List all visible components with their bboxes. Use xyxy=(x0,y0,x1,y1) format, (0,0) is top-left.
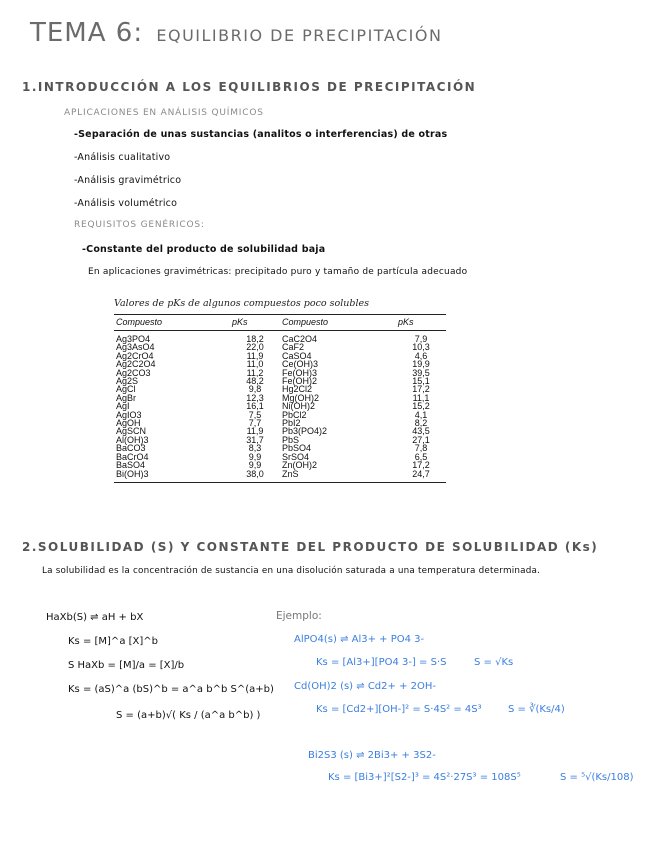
pks-cell: 17,2 xyxy=(412,384,430,395)
pks-cell: 8,3 xyxy=(248,443,262,454)
application-item: -Análisis cualitativo xyxy=(74,152,171,163)
compound-cell: Ag2S xyxy=(116,376,139,387)
example-reaction: AlPO4(s) ⇌ Al3+ + PO4 3- xyxy=(294,634,425,645)
pks-cell: 11,9 xyxy=(246,350,264,361)
compound-cell: PbCl2 xyxy=(281,409,307,420)
requirement-item: En aplicaciones gravimétricas: precipitado puro y tamaño de partícula adecuado xyxy=(88,267,468,277)
compound-cell: Ag3PO4 xyxy=(116,334,151,344)
col-compuesto: Compuesto xyxy=(114,315,230,331)
pks-cell: 4,6 xyxy=(414,350,428,361)
compound-cell: PbI2 xyxy=(281,418,301,429)
compound-cell: ZnS xyxy=(280,470,396,483)
compound-cell: PbS xyxy=(281,434,299,445)
application-item: -Separación de unas sustancias (analitos o interferencias) de otras xyxy=(74,129,448,140)
table-row xyxy=(114,394,446,402)
example-ks: Ks = [Bi3+]²[S2-]³ = 4S²·27S³ = 108S⁵ xyxy=(328,772,521,783)
compound-cell: CaSO4 xyxy=(281,350,312,361)
pks-cell: 7,7 xyxy=(248,418,262,429)
applications-heading: APLICACIONES EN ANÁLISIS QUÍMICOS xyxy=(64,108,264,118)
pks-cell: 7,9 xyxy=(414,334,428,344)
pks-cell: 19,9 xyxy=(412,359,430,370)
application-item: -Análisis volumétrico xyxy=(74,198,178,209)
pks-cell: 8,2 xyxy=(414,418,428,429)
pks-cell: 43,5 xyxy=(412,426,430,437)
page-title xyxy=(30,18,442,48)
solubility-formula: S = (a+b)√( Ks / (a^a b^b) ) xyxy=(116,710,261,721)
compound-cell: Bi(OH)3 xyxy=(114,470,230,483)
pks-cell: 11,2 xyxy=(246,367,264,378)
table-row xyxy=(114,427,446,435)
table-row xyxy=(114,411,446,419)
compound-cell: AgCl xyxy=(116,384,136,395)
section1-heading: 1.INTRODUCCIÓN A LOS EQUILIBRIOS DE PRECIPITACIÓN xyxy=(22,80,477,94)
pks-cell: 7,8 xyxy=(414,443,428,454)
pks-cell: 11,9 xyxy=(246,426,264,437)
table-row xyxy=(114,343,446,351)
pks-cell: 12,3 xyxy=(246,392,264,403)
compound-cell: Ag2C2O4 xyxy=(116,359,156,370)
requirement-item: -Constante del producto de solubilidad baja xyxy=(82,244,326,255)
example-ks: Ks = [Al3+][PO4 3-] = S·S xyxy=(316,657,447,668)
compound-cell: BaCrO4 xyxy=(116,451,149,462)
general-equilibrium: HaXb(S) ⇌ aH + bX xyxy=(46,612,144,623)
pks-cell: 11,0 xyxy=(246,359,264,370)
compound-cell: Ag2CrO4 xyxy=(116,350,154,361)
compound-cell: Mg(OH)2 xyxy=(281,392,319,403)
table-row xyxy=(114,453,446,461)
compound-cell: BaSO4 xyxy=(116,460,146,471)
pks-table xyxy=(114,298,446,483)
pks-cell: 48,2 xyxy=(246,376,264,387)
compound-cell: SrSO4 xyxy=(281,451,309,462)
pks-cell: 16,1 xyxy=(246,401,264,412)
table-row xyxy=(114,419,446,427)
compound-cell: AgI xyxy=(116,401,130,412)
pks-cell: 38,0 xyxy=(230,470,280,483)
pks-cell: 31,7 xyxy=(246,434,264,445)
compound-cell: Pb3(PO4)2 xyxy=(281,426,328,437)
example-reaction: Bi2S3 (s) ⇌ 2Bi3+ + 3S2- xyxy=(308,750,436,761)
pks-cell: 10,3 xyxy=(412,342,430,353)
pks-cell: 22,0 xyxy=(246,342,264,353)
pks-cell: 11,1 xyxy=(412,392,430,403)
ks-in-terms-of-s: Ks = (aS)^a (bS)^b = a^a b^b S^(a+b) xyxy=(68,684,274,695)
compound-cell: Fe(OH)3 xyxy=(281,367,317,378)
solubility-definition: La solubilidad es la concentración de sustancia en una disolución saturada a una temperatura determinada. xyxy=(42,566,541,576)
compound-cell: AgSCN xyxy=(116,426,147,437)
col-compuesto: Compuesto xyxy=(280,315,396,331)
table-row xyxy=(114,331,446,344)
pks-cell: 9,9 xyxy=(248,460,262,471)
compound-cell: Ce(OH)3 xyxy=(281,359,318,370)
table-row xyxy=(114,377,446,385)
compound-cell: CaF2 xyxy=(281,342,304,353)
compound-cell: Zn(OH)2 xyxy=(281,460,317,471)
table-row xyxy=(114,385,446,393)
ks-expression: Ks = [M]^a [X]^b xyxy=(68,636,158,647)
pks-cell: 15,1 xyxy=(412,376,430,387)
col-pks: pKs xyxy=(230,315,280,331)
pks-cell: 9,9 xyxy=(248,451,262,462)
compound-cell: CaC2O4 xyxy=(281,334,317,344)
table-row xyxy=(114,360,446,368)
title-main: TEMA 6 xyxy=(30,18,134,48)
example-solubility: S = √Ks xyxy=(474,657,514,668)
compound-cell: Ag2CO3 xyxy=(116,367,151,378)
pks-cell: 27,1 xyxy=(412,434,430,445)
title-subtitle: EQUILIBRIO DE PRECIPITACIÓN xyxy=(156,26,443,45)
pks-cell: 9,8 xyxy=(248,384,262,395)
compound-cell: BaCO3 xyxy=(116,443,146,454)
example-ks: Ks = [Cd2+][OH-]² = S·4S² = 4S³ xyxy=(316,704,482,715)
example-solubility: S = ⁵√(Ks/108) xyxy=(560,772,634,783)
section2-heading: 2.SOLUBILIDAD (S) Y CONSTANTE DEL PRODUCTO DE SOLUBILIDAD (Ks) xyxy=(22,540,599,554)
table-header-row xyxy=(114,315,446,331)
compound-cell: Hg2Cl2 xyxy=(281,384,312,395)
pks-cell: 24,7 xyxy=(396,470,446,483)
pks-cell: 7,5 xyxy=(248,409,262,420)
compound-cell: Fe(OH)2 xyxy=(281,376,317,387)
compound-cell: PbSO4 xyxy=(281,443,312,454)
compound-cell: AgOH xyxy=(116,418,141,429)
title-sep: : xyxy=(133,18,144,48)
application-item: -Análisis gravimétrico xyxy=(74,175,182,186)
pks-cell: 18,2 xyxy=(246,334,264,344)
example-label: Ejemplo: xyxy=(276,610,322,622)
solubility-expression: S HaXb = [M]/a = [X]/b xyxy=(68,660,185,671)
pks-cell: 4,1 xyxy=(414,409,428,420)
pks-cell: 17,2 xyxy=(412,460,430,471)
table-row xyxy=(114,352,446,360)
compound-cell: AgIO3 xyxy=(116,409,142,420)
table-row xyxy=(114,470,446,483)
table-row xyxy=(114,444,446,452)
compound-cell: AgBr xyxy=(116,392,137,403)
table-caption: Valores de pKs de algunos compuestos poco solubles xyxy=(114,298,370,309)
requirements-heading: REQUISITOS GENÉRICOS: xyxy=(74,220,205,230)
pks-cell: 6,5 xyxy=(414,451,428,462)
example-solubility: S = ∛(Ks/4) xyxy=(508,704,565,715)
table-row xyxy=(114,436,446,444)
example-reaction: Cd(OH)2 (s) ⇌ Cd2+ + 2OH- xyxy=(294,681,436,692)
table-row xyxy=(114,369,446,377)
pks-cell: 39,5 xyxy=(412,367,430,378)
compound-cell: Ag3AsO4 xyxy=(116,342,155,353)
table-body xyxy=(114,331,446,483)
pks-data-table xyxy=(114,314,446,483)
compound-cell: Ni(OH)2 xyxy=(281,401,315,412)
compound-cell: Al(OH)3 xyxy=(116,434,149,445)
pks-cell: 15,2 xyxy=(412,401,430,412)
table-row xyxy=(114,461,446,469)
col-pks: pKs xyxy=(396,315,446,331)
table-row xyxy=(114,402,446,410)
